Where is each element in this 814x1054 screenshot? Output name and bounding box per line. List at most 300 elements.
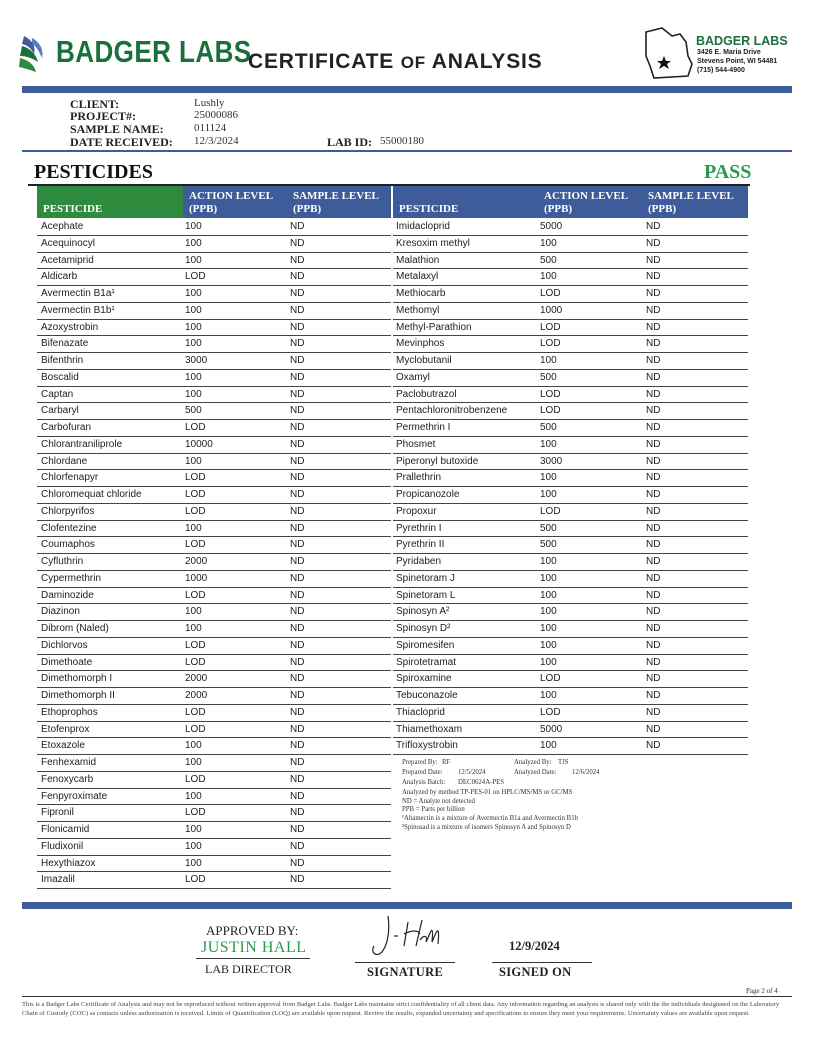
pesticide-name: Cypermethrin bbox=[41, 572, 102, 584]
sample-level: ND bbox=[646, 254, 661, 266]
action-level: 100 bbox=[185, 455, 202, 467]
action-level: 100 bbox=[540, 639, 557, 651]
approver-rule bbox=[196, 958, 310, 959]
sample-level: ND bbox=[290, 455, 305, 467]
action-level: LOD bbox=[185, 539, 206, 551]
pesticide-name: Imidacloprid bbox=[396, 221, 450, 232]
sample-level: ND bbox=[290, 271, 305, 283]
pesticide-name: Spinetoram L bbox=[396, 589, 456, 601]
sample-level: ND bbox=[646, 690, 661, 701]
action-level: 100 bbox=[185, 321, 202, 333]
row-divider bbox=[37, 888, 391, 889]
sample-level: ND bbox=[290, 388, 305, 400]
table-row bbox=[393, 571, 748, 588]
sample-level: ND bbox=[646, 472, 661, 484]
analysis-notes: Prepared By: RF Analyzed By: TJS Prepared Date: 12/5/2024 Analyzed Date: 12/6/2024 Analysis Batch: DEC0624A-PES Analyzed by method TP-PES-01 on HPLC/MS/MS or GC/MS ND = Analyte not detected PPB = Parts per billion ¹Abamectin is a mixture of Avermectin B1a and Avermectin B1b ²Spinosad is a mixture of isomers Spinosyn A and Spinosyn D bbox=[402, 759, 600, 831]
sample-level: ND bbox=[646, 723, 661, 735]
sample-level: ND bbox=[646, 673, 661, 685]
action-level: 100 bbox=[540, 572, 557, 584]
sample-level: ND bbox=[290, 556, 305, 567]
sample-level: ND bbox=[646, 623, 661, 634]
table-row bbox=[393, 705, 748, 722]
pesticide-name: Permethrin I bbox=[396, 422, 451, 433]
table-row bbox=[37, 387, 391, 404]
table-row bbox=[393, 286, 748, 303]
action-level: 500 bbox=[540, 371, 557, 383]
pesticide-name: Chlorpyrifos bbox=[41, 505, 95, 517]
table-row bbox=[393, 236, 748, 253]
table-row bbox=[37, 437, 391, 454]
sample-level: ND bbox=[646, 556, 661, 567]
pesticide-name: Thiamethoxam bbox=[396, 723, 463, 735]
action-level: 100 bbox=[185, 237, 202, 249]
action-level: LOD bbox=[540, 405, 561, 417]
pesticide-name: Chlordane bbox=[41, 455, 88, 467]
table-row bbox=[393, 269, 748, 286]
sample-level: ND bbox=[646, 639, 661, 651]
table-row bbox=[37, 454, 391, 471]
pesticide-name: Fenoxycarb bbox=[41, 773, 94, 785]
table-row bbox=[393, 320, 748, 337]
lab-id-value: 55000180 bbox=[380, 135, 424, 147]
address-box-icon bbox=[642, 26, 698, 80]
pesticide-name: Tebuconazole bbox=[396, 690, 458, 701]
pesticide-name: Boscalid bbox=[41, 371, 79, 383]
pesticide-name: Pyrethrin II bbox=[396, 539, 445, 551]
sample-level: ND bbox=[290, 623, 305, 634]
action-level: 100 bbox=[540, 740, 557, 752]
sample-level: ND bbox=[290, 673, 305, 685]
action-level: 5000 bbox=[540, 221, 563, 232]
sample-level: ND bbox=[646, 371, 661, 383]
table-row bbox=[393, 671, 748, 688]
pesticide-name: Thiacloprid bbox=[396, 706, 445, 718]
action-level: 100 bbox=[540, 438, 557, 450]
pesticide-name: Etofenprox bbox=[41, 723, 90, 735]
sample-level: ND bbox=[290, 371, 305, 383]
table-row bbox=[37, 839, 391, 856]
pesticide-name: Spirotetramat bbox=[396, 656, 457, 668]
table-row bbox=[393, 554, 748, 571]
sample-name-label: SAMPLE NAME: bbox=[70, 122, 164, 136]
action-level: 100 bbox=[540, 589, 557, 601]
project-label: PROJECT#: bbox=[70, 109, 136, 123]
table-row bbox=[37, 738, 391, 755]
sample-level: ND bbox=[290, 438, 305, 450]
pesticide-name: Trifloxystrobin bbox=[396, 740, 458, 752]
col-header-pesticide-left: PESTICIDE bbox=[37, 186, 183, 218]
action-level: LOD bbox=[185, 656, 206, 668]
action-level: 100 bbox=[540, 237, 557, 249]
brand-name: BADGER LABS bbox=[56, 34, 252, 69]
action-level: LOD bbox=[185, 271, 206, 283]
table-row bbox=[37, 269, 391, 286]
sample-level: ND bbox=[646, 422, 661, 433]
sample-level: ND bbox=[290, 857, 305, 869]
table-row bbox=[37, 722, 391, 739]
sample-level: ND bbox=[646, 706, 661, 718]
table-row bbox=[37, 470, 391, 487]
col-header-pesticide-right: PESTICIDE bbox=[393, 186, 538, 218]
action-level: 100 bbox=[540, 656, 557, 668]
pesticide-name: Aldicarb bbox=[41, 271, 78, 283]
table-row bbox=[37, 604, 391, 621]
action-level: LOD bbox=[540, 338, 561, 350]
pesticide-name: Myclobutanil bbox=[396, 355, 452, 366]
table-row bbox=[393, 336, 748, 353]
action-level: LOD bbox=[185, 807, 206, 819]
table-row bbox=[37, 219, 391, 236]
action-level: LOD bbox=[185, 489, 206, 500]
action-level: 3000 bbox=[185, 355, 208, 366]
action-level: LOD bbox=[185, 505, 206, 517]
sample-name-value: 011124 bbox=[194, 122, 227, 134]
table-row bbox=[37, 336, 391, 353]
pesticide-name: Dichlorvos bbox=[41, 639, 88, 651]
table-row bbox=[393, 303, 748, 320]
sample-level: ND bbox=[646, 288, 661, 299]
pesticide-name: Piperonyl butoxide bbox=[396, 455, 479, 467]
table-row bbox=[393, 437, 748, 454]
table-row bbox=[37, 236, 391, 253]
sample-level: ND bbox=[290, 237, 305, 249]
table-row bbox=[393, 638, 748, 655]
pesticide-name: Paclobutrazol bbox=[396, 388, 457, 400]
action-level: 100 bbox=[185, 757, 202, 768]
action-level: 100 bbox=[540, 489, 557, 500]
pesticide-name: Fludixonil bbox=[41, 840, 84, 852]
action-level: 1000 bbox=[185, 572, 208, 584]
pesticide-name: Avermectin B1a¹ bbox=[41, 288, 115, 299]
lab-name: BADGER LABS bbox=[696, 34, 788, 48]
pesticide-name: Spinosyn D² bbox=[396, 623, 451, 634]
table-row bbox=[393, 521, 748, 538]
pesticide-name: Pyrethrin I bbox=[396, 522, 442, 534]
sample-level: ND bbox=[290, 639, 305, 651]
pesticide-name: Diazinon bbox=[41, 606, 80, 618]
pesticide-name: Spiroxamine bbox=[396, 673, 452, 685]
sample-level: ND bbox=[290, 254, 305, 266]
disclaimer-text: This is a Badger Labs Certificate of Analysis and may not be reproduced without written approval from Badger Labs. Badger Labs maintains strict confidentiality of all client data. Any information regarding an analysis is shared only with the the individuals designated on the Laboratory Chain of Custody (COC) as contacts unless authorization is received. Limits of Quantification (LOQ) are available upon request. Review the results, expanded uncertainty and specifications to ensure they meet your requirements. Uncertainty values are available upon request. bbox=[22, 1001, 780, 1017]
page-number: Page 2 of 4 bbox=[746, 987, 778, 995]
col-header-sample-left: SAMPLE LEVEL (PPB) bbox=[287, 186, 391, 218]
date-received-value: 12/3/2024 bbox=[194, 135, 239, 147]
pesticide-name: Azoxystrobin bbox=[41, 321, 99, 333]
action-level: LOD bbox=[185, 773, 206, 785]
sample-level: ND bbox=[290, 522, 305, 534]
lab-id-label: LAB ID: bbox=[327, 135, 373, 149]
action-level: 100 bbox=[540, 271, 557, 283]
pesticide-name: Methiocarb bbox=[396, 288, 446, 299]
table-row bbox=[37, 872, 391, 889]
action-level: 10000 bbox=[185, 438, 213, 450]
action-level: 500 bbox=[185, 405, 202, 417]
pesticide-name: Hexythiazox bbox=[41, 857, 96, 869]
sample-level: ND bbox=[290, 790, 305, 802]
approver-role: LAB DIRECTOR bbox=[205, 962, 292, 976]
approved-by-label: APPROVED BY: bbox=[206, 923, 299, 938]
action-level: 100 bbox=[185, 790, 202, 802]
signature-rule bbox=[355, 962, 455, 963]
action-level: LOD bbox=[540, 673, 561, 685]
action-level: 100 bbox=[185, 740, 202, 752]
pesticide-name: Acequinocyl bbox=[41, 237, 95, 249]
sample-level: ND bbox=[290, 489, 305, 500]
lab-address-1: 3426 E. Maria Drive bbox=[697, 49, 761, 56]
action-level: 2000 bbox=[185, 673, 208, 685]
document-title: CERTIFICATE OF ANALYSIS bbox=[248, 50, 543, 73]
sample-level: ND bbox=[290, 355, 305, 366]
pesticide-name: Malathion bbox=[396, 254, 440, 266]
pesticide-name: Chlorantraniliprole bbox=[41, 438, 123, 450]
pesticide-name: Phosmet bbox=[396, 438, 436, 450]
table-row bbox=[37, 571, 391, 588]
table-row bbox=[37, 688, 391, 705]
table-row bbox=[37, 805, 391, 822]
table-row bbox=[37, 822, 391, 839]
pesticide-name: Spiromesifen bbox=[396, 639, 455, 651]
table-row bbox=[393, 219, 748, 236]
action-level: 100 bbox=[185, 254, 202, 266]
action-level: 100 bbox=[185, 522, 202, 534]
action-level: LOD bbox=[185, 589, 206, 601]
header-divider bbox=[22, 86, 792, 93]
action-level: 100 bbox=[540, 623, 557, 634]
sample-level: ND bbox=[290, 723, 305, 735]
table-row bbox=[393, 604, 748, 621]
pesticide-name: Pentachloronitrobenzene bbox=[396, 405, 508, 417]
sample-level: ND bbox=[290, 321, 305, 333]
table-row bbox=[37, 303, 391, 320]
action-level: LOD bbox=[540, 706, 561, 718]
sample-level: ND bbox=[646, 539, 661, 551]
pesticide-name: Dimethoate bbox=[41, 656, 93, 668]
sample-level: ND bbox=[290, 874, 305, 886]
table-row bbox=[37, 403, 391, 420]
disclaimer-rule bbox=[22, 996, 792, 997]
pesticide-name: Methyl-Parathion bbox=[396, 321, 472, 333]
action-level: 100 bbox=[540, 556, 557, 567]
client-label: CLIENT: bbox=[70, 97, 120, 111]
sample-level: ND bbox=[290, 824, 305, 835]
table-row bbox=[37, 504, 391, 521]
table-row bbox=[393, 504, 748, 521]
table-row bbox=[37, 671, 391, 688]
sample-level: ND bbox=[646, 505, 661, 517]
pesticide-name: Dimethomorph II bbox=[41, 690, 115, 701]
table-row bbox=[37, 772, 391, 789]
action-level: 100 bbox=[185, 840, 202, 852]
lab-phone: (715) 544-4900 bbox=[697, 67, 745, 74]
sample-level: ND bbox=[646, 656, 661, 668]
action-level: 100 bbox=[185, 338, 202, 350]
sample-level: ND bbox=[290, 807, 305, 819]
table-row bbox=[393, 655, 748, 672]
sample-level: ND bbox=[646, 321, 661, 333]
table-row bbox=[37, 537, 391, 554]
pesticide-name: Methomyl bbox=[396, 304, 440, 316]
row-divider bbox=[393, 754, 748, 755]
action-level: LOD bbox=[185, 472, 206, 484]
action-level: 100 bbox=[185, 606, 202, 618]
action-level: 5000 bbox=[540, 723, 563, 735]
sample-level: ND bbox=[290, 472, 305, 484]
pesticide-name: Acetamiprid bbox=[41, 254, 94, 266]
col-header-action-right: ACTION LEVEL (PPB) bbox=[538, 186, 642, 218]
pesticide-name: Clofentezine bbox=[41, 522, 97, 534]
table-row bbox=[393, 537, 748, 554]
table-row bbox=[37, 554, 391, 571]
action-level: 3000 bbox=[540, 455, 563, 467]
pesticide-name: Imazalil bbox=[41, 874, 75, 886]
pesticide-name: Flonicamid bbox=[41, 824, 90, 835]
sample-level: ND bbox=[646, 455, 661, 467]
signed-date: 12/9/2024 bbox=[509, 939, 560, 953]
action-level: 100 bbox=[185, 824, 202, 835]
table-row bbox=[37, 253, 391, 270]
sample-level: ND bbox=[646, 221, 661, 232]
sample-level: ND bbox=[646, 237, 661, 249]
sample-level: ND bbox=[646, 606, 661, 618]
info-divider bbox=[22, 150, 792, 152]
pesticide-name: Kresoxim methyl bbox=[396, 237, 470, 249]
pesticide-name: Oxamyl bbox=[396, 371, 430, 383]
action-level: LOD bbox=[185, 639, 206, 651]
action-level: 100 bbox=[540, 606, 557, 618]
table-row bbox=[37, 286, 391, 303]
table-row bbox=[393, 387, 748, 404]
pesticide-name: Dibrom (Naled) bbox=[41, 623, 109, 634]
sample-level: ND bbox=[290, 505, 305, 517]
sample-level: ND bbox=[646, 489, 661, 500]
table-row bbox=[393, 253, 748, 270]
action-level: 100 bbox=[540, 690, 557, 701]
table-row bbox=[37, 621, 391, 638]
footer-divider bbox=[22, 902, 792, 909]
table-row bbox=[37, 655, 391, 672]
action-level: LOD bbox=[540, 321, 561, 333]
action-level: 100 bbox=[185, 371, 202, 383]
sample-level: ND bbox=[290, 840, 305, 852]
table-row bbox=[37, 320, 391, 337]
pesticide-name: Prallethrin bbox=[396, 472, 442, 484]
pesticide-name: Bifenthrin bbox=[41, 355, 84, 366]
section-title: PESTICIDES bbox=[34, 161, 153, 183]
pesticide-name: Etoxazole bbox=[41, 740, 85, 752]
pesticide-name: Dimethomorph I bbox=[41, 673, 113, 685]
table-row bbox=[37, 705, 391, 722]
pesticide-name: Captan bbox=[41, 388, 74, 400]
table-row bbox=[393, 722, 748, 739]
action-level: LOD bbox=[540, 505, 561, 517]
sample-level: ND bbox=[646, 338, 661, 350]
sample-level: ND bbox=[646, 589, 661, 601]
pesticide-name: Fipronil bbox=[41, 807, 74, 819]
table-row bbox=[393, 487, 748, 504]
pesticide-name: Avermectin B1b¹ bbox=[41, 304, 115, 316]
table-row bbox=[393, 454, 748, 471]
pesticide-name: Fenhexamid bbox=[41, 757, 97, 768]
action-level: LOD bbox=[185, 422, 206, 433]
pesticide-name: Mevinphos bbox=[396, 338, 445, 350]
sample-level: ND bbox=[646, 304, 661, 316]
table-row bbox=[393, 738, 748, 755]
signed-on-label: SIGNED ON bbox=[499, 965, 572, 979]
action-level: 100 bbox=[185, 221, 202, 232]
sample-level: ND bbox=[290, 304, 305, 316]
pesticide-name: Chlorfenapyr bbox=[41, 472, 99, 484]
action-level: LOD bbox=[185, 874, 206, 886]
sample-level: ND bbox=[290, 539, 305, 551]
action-level: 2000 bbox=[185, 690, 208, 701]
action-level: 500 bbox=[540, 254, 557, 266]
pesticide-name: Chloromequat chloride bbox=[41, 489, 142, 500]
table-row bbox=[393, 353, 748, 370]
action-level: 100 bbox=[185, 623, 202, 634]
pesticide-name: Carbofuran bbox=[41, 422, 92, 433]
action-level: 100 bbox=[540, 472, 557, 484]
action-level: 500 bbox=[540, 539, 557, 551]
table-row bbox=[37, 521, 391, 538]
action-level: 1000 bbox=[540, 304, 563, 316]
signature-drawing bbox=[368, 912, 454, 960]
table-row bbox=[37, 755, 391, 772]
sample-level: ND bbox=[290, 338, 305, 350]
action-level: 2000 bbox=[185, 556, 208, 567]
status-badge: PASS bbox=[704, 161, 752, 183]
sample-level: ND bbox=[646, 271, 661, 283]
table-row bbox=[37, 638, 391, 655]
sample-level: ND bbox=[290, 589, 305, 601]
table-row bbox=[37, 420, 391, 437]
sample-level: ND bbox=[290, 422, 305, 433]
table-row bbox=[37, 789, 391, 806]
approver-name: JUSTIN HALL bbox=[201, 939, 307, 956]
table-row bbox=[37, 353, 391, 370]
table-row bbox=[37, 370, 391, 387]
action-level: LOD bbox=[540, 388, 561, 400]
col-header-sample-right: SAMPLE LEVEL (PPB) bbox=[642, 186, 748, 218]
sample-level: ND bbox=[290, 572, 305, 584]
pesticide-name: Cyfluthrin bbox=[41, 556, 84, 567]
table-row bbox=[393, 588, 748, 605]
pesticide-name: Daminozide bbox=[41, 589, 94, 601]
lab-address-2: Stevens Point, WI 54481 bbox=[697, 58, 778, 65]
action-level: LOD bbox=[185, 706, 206, 718]
pesticide-name: Spinosyn A² bbox=[396, 606, 450, 618]
sample-level: ND bbox=[646, 572, 661, 584]
sample-level: ND bbox=[290, 757, 305, 768]
sample-level: ND bbox=[290, 288, 305, 299]
date-received-label: DATE RECEIVED: bbox=[70, 135, 173, 149]
pesticide-name: Metalaxyl bbox=[396, 271, 439, 283]
sample-level: ND bbox=[646, 388, 661, 400]
table-row bbox=[393, 370, 748, 387]
pesticide-name: Propoxur bbox=[396, 505, 437, 517]
sample-level: ND bbox=[290, 221, 305, 232]
sample-level: ND bbox=[290, 606, 305, 618]
table-row bbox=[393, 470, 748, 487]
sample-level: ND bbox=[646, 740, 661, 752]
pesticide-name: Coumaphos bbox=[41, 539, 95, 551]
col-header-action-left: ACTION LEVEL (PPB) bbox=[183, 186, 287, 218]
action-level: 100 bbox=[185, 304, 202, 316]
table-row bbox=[37, 487, 391, 504]
action-level: 100 bbox=[185, 857, 202, 869]
pesticide-name: Bifenazate bbox=[41, 338, 89, 350]
sample-level: ND bbox=[290, 740, 305, 752]
action-level: 100 bbox=[185, 388, 202, 400]
